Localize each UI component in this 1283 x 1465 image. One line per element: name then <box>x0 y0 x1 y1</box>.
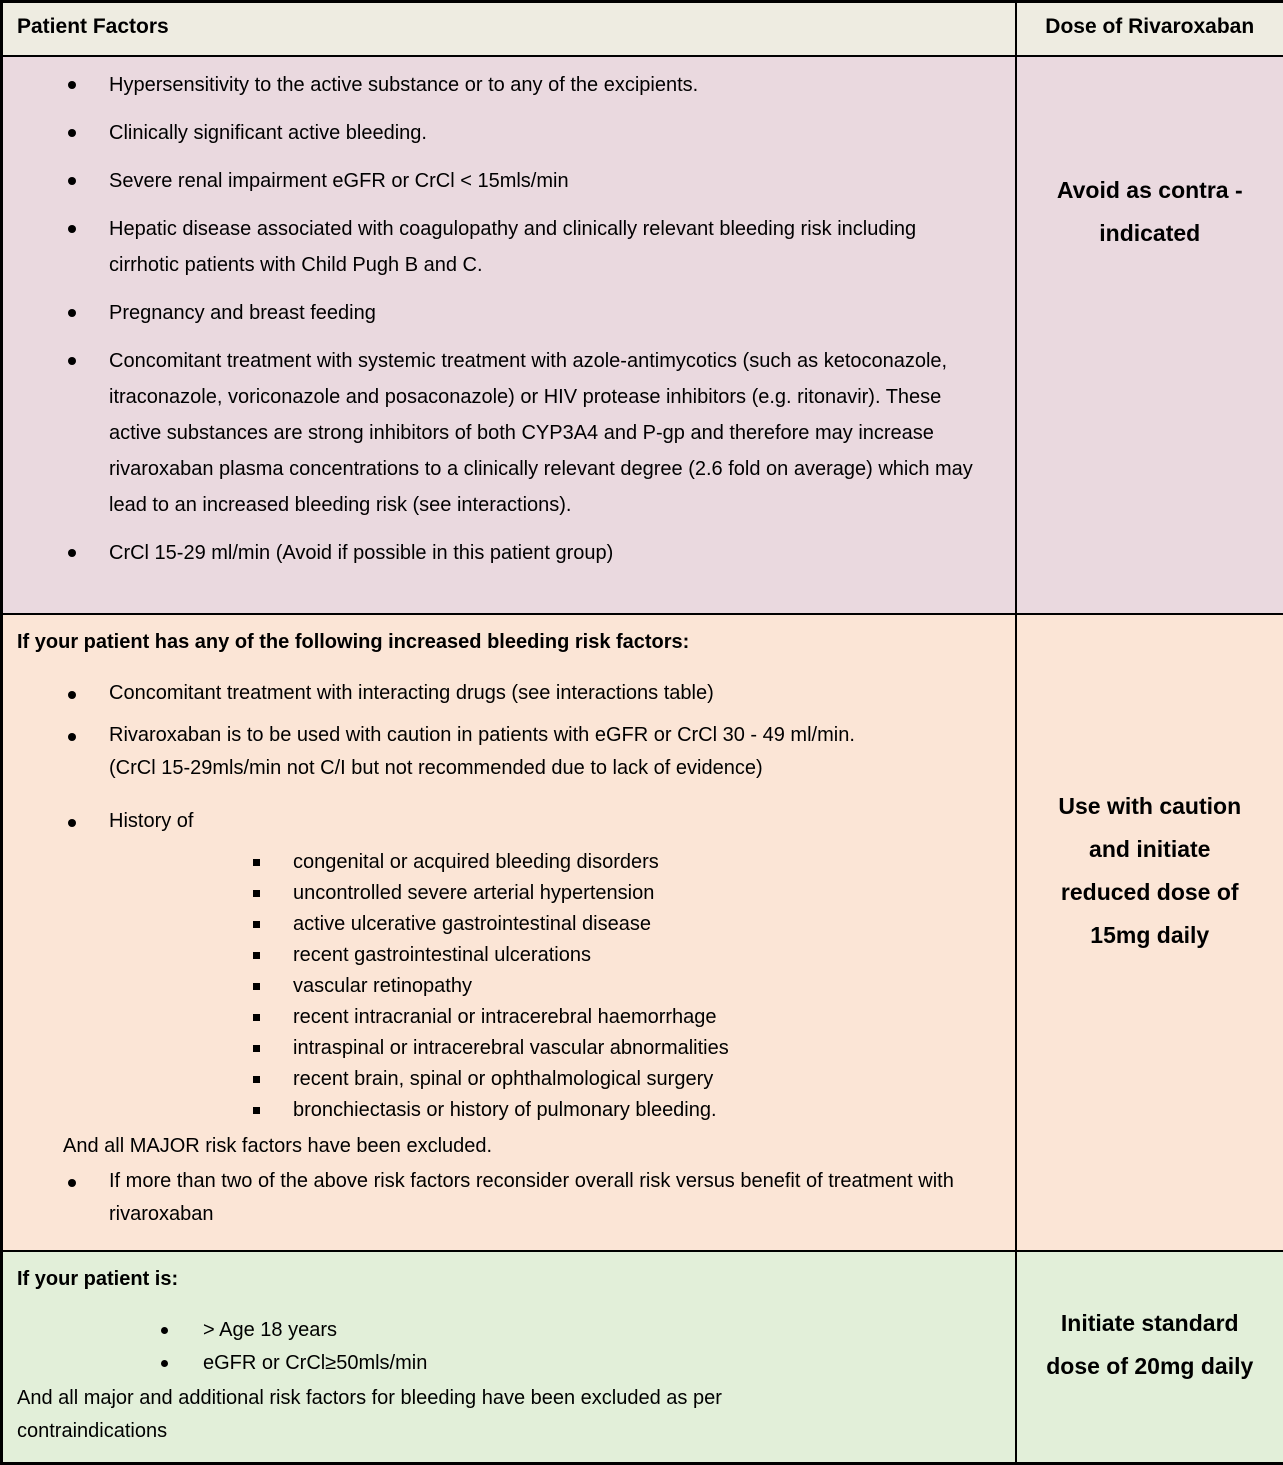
bullet-item: Pregnancy and breast feeding <box>17 295 975 331</box>
standard-heading: If your patient is: <box>17 1262 997 1296</box>
dose-header-cell: Dose of Rivaroxaban <box>1016 2 1283 56</box>
contraindicated-factors-cell <box>2 56 1016 614</box>
history-sub-bullet-list <box>17 847 997 1126</box>
contraindicated-bullet-list <box>17 67 997 571</box>
standard-dose-row <box>2 1251 1283 1464</box>
sub-bullet-item: congenital or acquired bleeding disorders <box>17 847 997 878</box>
sub-bullet-item: vascular retinopathy <box>17 971 997 1002</box>
excluded-risk-note: And all major and additional risk factors for bleeding have been excluded as per contraindications <box>17 1382 837 1448</box>
caution-heading: If your patient has any of the following increased bleeding risk factors: <box>17 625 997 659</box>
bullet-item: CrCl 15-29 ml/min (Avoid if possible in this patient group) <box>17 535 975 571</box>
bullet-item: Concomitant treatment with systemic treatment with azole-antimycotics (such as ketoconazole, itraconazole, voriconazole and posaconazole) or HIV protease inhibitors (e.g. ritonavir). These active substances are strong inhibitors of both CYP3A4 and P-gp and therefore may increase rivaroxaban plasma concentrations to a clinically relevant degree (2.6 fold on average) which may lead to an increased bleeding risk (see interactions). <box>17 343 975 523</box>
sub-bullet-item: active ulcerative gastrointestinal disease <box>17 909 997 940</box>
dose-text-line: dose of 20mg daily <box>1023 1345 1278 1388</box>
sub-bullet-item: recent gastrointestinal ulcerations <box>17 940 997 971</box>
dose-text-line: Initiate standard <box>1023 1302 1278 1345</box>
sub-bullet-item: recent brain, spinal or ophthalmological surgery <box>17 1064 997 1095</box>
caution-final-bullet-list <box>17 1165 997 1231</box>
dose-text-line: Use with caution <box>1023 785 1278 828</box>
sub-bullet-item: intraspinal or intracerebral vascular abnormalities <box>17 1033 997 1064</box>
bullet-item <box>17 719 975 785</box>
bullet-item: Concomitant treatment with interacting drugs (see interactions table) <box>17 677 975 710</box>
dose-text-line: reduced dose of <box>1023 871 1278 914</box>
sub-bullet-item: recent intracranial or intracerebral haemorrhage <box>17 1002 997 1033</box>
bullet-line: (CrCl 15-29mls/min not C/I but not recommended due to lack of evidence) <box>109 752 975 785</box>
bullet-item: History of <box>17 805 975 838</box>
sub-bullet-item: bronchiectasis or history of pulmonary bleeding. <box>17 1095 997 1126</box>
dose-standard-cell <box>1016 1251 1283 1464</box>
patient-factors-header-cell: Patient Factors <box>2 2 1016 56</box>
bullet-item: Hypersensitivity to the active substance or to any of the excipients. <box>17 67 975 103</box>
major-risk-note: And all MAJOR risk factors have been excluded. <box>63 1130 997 1163</box>
bullet-item: eGFR or CrCl≥50mls/min <box>17 1347 997 1380</box>
bullet-item: Severe renal impairment eGFR or CrCl < 15mls/min <box>17 163 975 199</box>
dose-contraindicated-cell <box>1016 56 1283 614</box>
caution-row <box>2 614 1283 1251</box>
caution-bullet-list <box>17 677 997 838</box>
dose-caution-cell <box>1016 614 1283 1251</box>
bullet-item: Hepatic disease associated with coagulopathy and clinically relevant bleeding risk including cirrhotic patients with Child Pugh B and C. <box>17 211 975 283</box>
dose-text-line: indicated <box>1023 212 1278 255</box>
bullet-line: Rivaroxaban is to be used with caution in patients with eGFR or CrCl 30 - 49 ml/min. <box>109 719 975 752</box>
standard-bullet-list <box>17 1314 997 1380</box>
contraindicated-row <box>2 56 1283 614</box>
caution-factors-cell <box>2 614 1016 1251</box>
sub-bullet-item: uncontrolled severe arterial hypertension <box>17 878 997 909</box>
dose-text-line: 15mg daily <box>1023 914 1278 957</box>
bullet-item: Clinically significant active bleeding. <box>17 115 975 151</box>
standard-factors-cell <box>2 1251 1016 1464</box>
dose-text-line: Avoid as contra - <box>1023 169 1278 212</box>
table-header-row <box>2 2 1283 56</box>
bullet-item: If more than two of the above risk factors reconsider overall risk versus benefit of treatment with rivaroxaban <box>17 1165 975 1231</box>
dose-text-line: and initiate <box>1023 828 1278 871</box>
bullet-item: > Age 18 years <box>17 1314 997 1347</box>
